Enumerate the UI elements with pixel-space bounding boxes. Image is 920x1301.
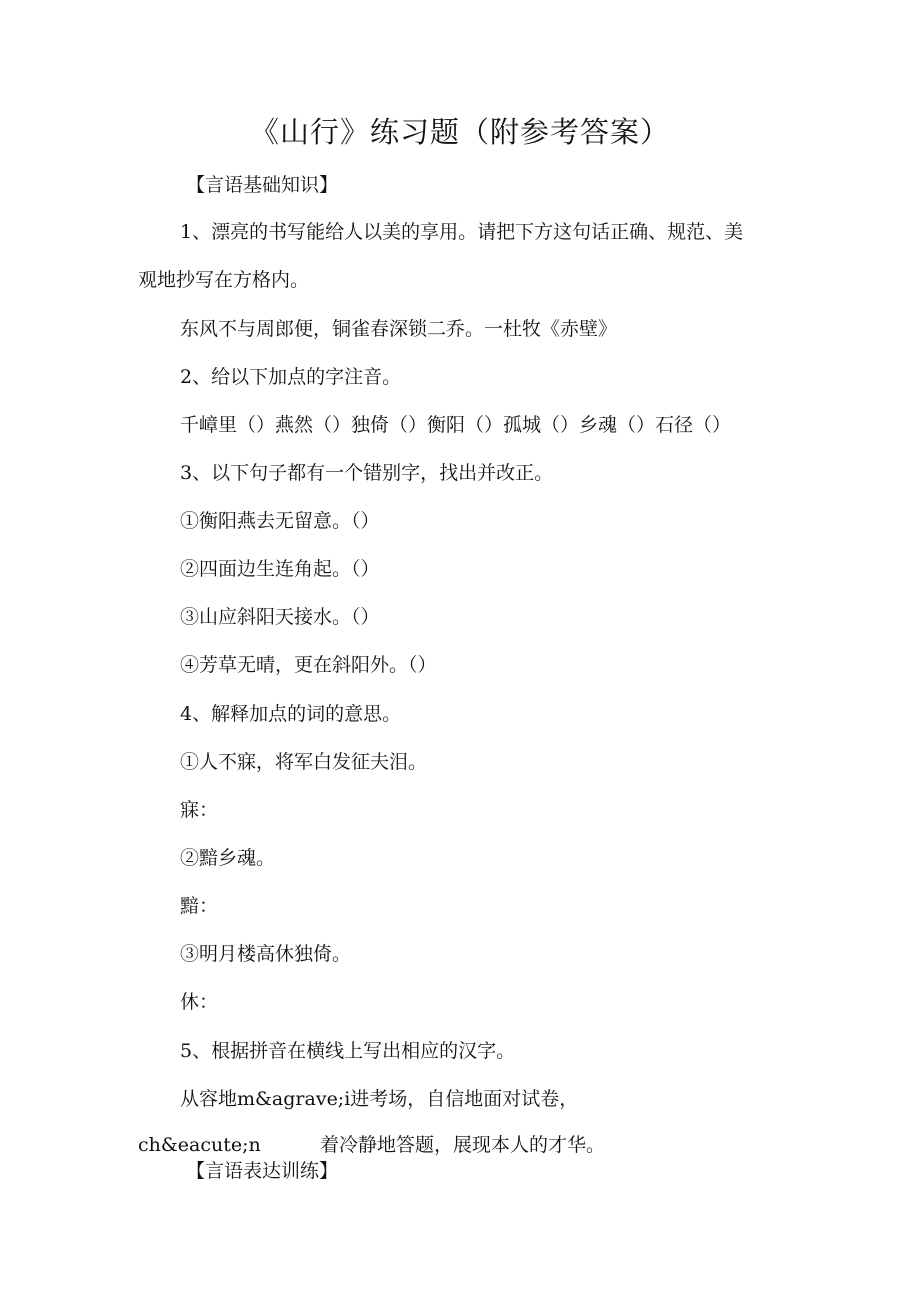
question-5-line-2: 着冷静地答题，展现本人的才华。	[320, 1134, 606, 1156]
section-heading-expression: 【言语表达训练】	[186, 1160, 339, 1182]
question-3-item-3: ③山应斜阳天接水。（）	[180, 606, 380, 628]
section-heading-basics: 【言语基础知识】	[186, 174, 339, 196]
question-4-item-1: ①人不寐，将军白发征夫泪。	[180, 751, 428, 773]
question-4: 4、解释加点的词的意思。	[180, 703, 402, 725]
question-3-item-4: ④芳草无晴，更在斜阳外。（）	[180, 654, 437, 676]
question-4-item-2: ②黯乡魂。	[180, 847, 276, 869]
question-5-pinyin: ch&eacute;n	[138, 1134, 261, 1156]
question-5-line-1: 从容地m&agrave;i进考场，自信地面对试卷，	[180, 1088, 579, 1110]
question-1-line-2: 观地抄写在方格内。	[138, 269, 310, 291]
question-4-answer-label-2: 黯：	[180, 895, 219, 917]
question-3: 3、以下句子都有一个错别字，找出并改正。	[180, 462, 554, 484]
page-title: 《山行》练习题（附参考答案）	[249, 115, 670, 149]
question-1-quote: 东风不与周郎便，铜雀春深锁二乔。一杜牧《赤壁》	[180, 318, 618, 340]
question-3-item-1: ①衡阳燕去无留意。（）	[180, 510, 380, 532]
question-3-item-2: ②四面边生连角起。（）	[180, 558, 380, 580]
question-4-item-3: ③明月楼高休独倚。	[180, 943, 352, 965]
question-4-answer-label-1: 寐：	[180, 799, 219, 821]
question-5: 5、根据拼音在横线上写出相应的汉字。	[180, 1040, 516, 1062]
question-2-items: 千嶂里（）燕然（）独倚（）衡阳（）孤城（）乡魂（）石径（）	[180, 414, 732, 436]
question-2: 2、给以下加点的字注音。	[180, 366, 402, 388]
question-1-line-1: 1、漂亮的书写能给人以美的享用。请把下方这句话正确、规范、美	[180, 221, 744, 243]
question-4-answer-label-3: 休：	[180, 991, 219, 1013]
